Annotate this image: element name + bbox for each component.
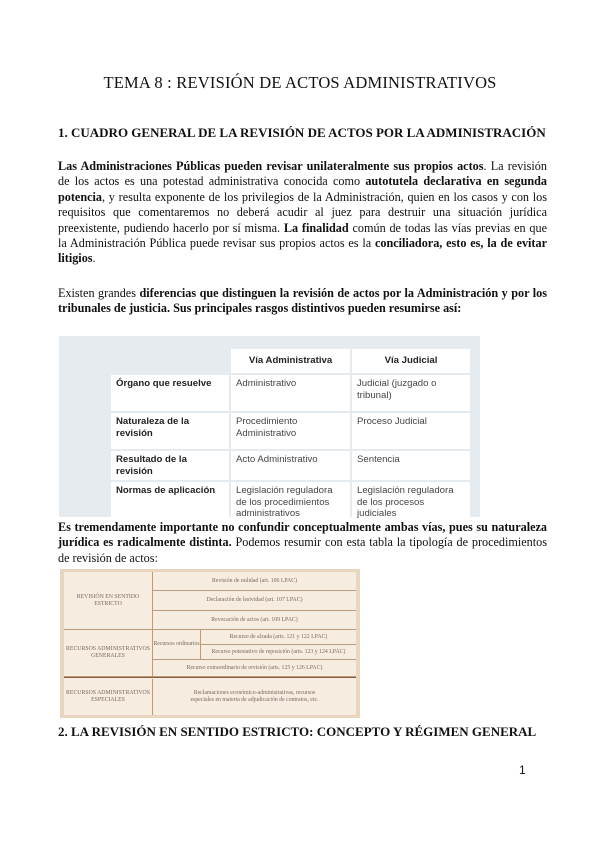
table-corner xyxy=(111,349,229,373)
group-divider xyxy=(64,677,356,678)
comparison-table-figure xyxy=(59,336,480,517)
cell-admin: Procedimiento Administrativo xyxy=(231,413,350,449)
paragraph-important xyxy=(58,520,547,566)
row-label: Normas de aplicación xyxy=(111,482,229,526)
p3-bold-1: Es tremendamente importante no confundir conceptualmente ambas vías, pues su naturaleza jurídica es radicalmente distinta. xyxy=(58,520,547,550)
page-title: TEMA 8 : REVISIÓN DE ACTOS ADMINISTRATIVOS xyxy=(103,73,497,92)
p1-text-3: común de todas las vías previas en que la Administración Pública puede revisar sus propios actos es la xyxy=(58,220,547,251)
p1-bold-1: Las Administraciones Públicas pueden revisar unilateralmente sus propios actos xyxy=(58,159,484,173)
cell-judicial: Legislación reguladora de los procesos judiciales xyxy=(352,482,470,526)
cell-judicial: Judicial (juzgado o tribunal) xyxy=(352,375,470,411)
group-label-strict: REVISIÓN EN SENTIDO ESTRICTO xyxy=(64,572,152,630)
p1-text-2: , y resulta exponente de los privilegios de la Administración, quien en los casos y con los requisitos que comentaremos no deberá acudir al juez para destruir una situación jurídica preexistente, pudiendo hacerlo por sí misma. xyxy=(58,189,547,235)
procedure-item: Recurso extraordinario de revisión (arts. 125 y 126 LPAC) xyxy=(152,660,356,677)
p2-text-1: Existen grandes xyxy=(58,286,140,300)
section-1-heading: 1. CUADRO GENERAL DE LA REVISIÓN DE ACTOS POR LA ADMINISTRACIÓN xyxy=(58,125,546,140)
p3-text-1: Podemos resumir con esta tabla la tipología de procedimientos de revisión de actos: xyxy=(58,535,547,565)
procedure-item: Recurso potestativo de reposición (arts. 123 y 124 LPAC) xyxy=(200,645,356,660)
cell-admin: Legislación reguladora de los procedimientos administrativos xyxy=(231,482,350,526)
p1-text-4: . xyxy=(92,251,96,266)
procedure-item: Declaración de lesividad (art. 107 LPAC) xyxy=(152,591,356,611)
table-row xyxy=(111,413,470,449)
p1-bold-2: autotutela declarativa en segunda potencia xyxy=(58,174,547,204)
procedures-table xyxy=(64,572,356,715)
cell-judicial: Proceso Judicial xyxy=(352,413,470,449)
procedure-item: Recurso de alzada (arts. 121 y 122 LPAC) xyxy=(200,630,356,645)
paragraph-differences xyxy=(58,286,547,317)
procedure-item: Revisión de nulidad (art. 106 LPAC) xyxy=(152,572,356,591)
page-number: 1 xyxy=(519,763,526,777)
paragraph-intro xyxy=(58,159,547,267)
p1-bold-4: conciliadora, esto es, la de evitar litigios xyxy=(58,236,547,266)
row-label: Resultado de la revisión xyxy=(111,451,229,480)
col-header-judicial: Vía Judicial xyxy=(352,349,470,373)
cell-judicial: Sentencia xyxy=(352,451,470,480)
row-label: Naturaleza de la revisión xyxy=(111,413,229,449)
sub-label-ordinary: Recursos ordinarios xyxy=(152,630,200,660)
p1-text-1: . La revisión de los actos es una potestad administrativa conocida como xyxy=(58,159,547,189)
table-row xyxy=(111,451,470,480)
cell-admin: Administrativo xyxy=(231,375,350,411)
table-header-row xyxy=(111,349,470,373)
procedures-table-figure xyxy=(60,569,360,718)
procedure-item: Revocación de actos (art. 109 LPAC) xyxy=(152,611,356,630)
table-row xyxy=(111,375,470,411)
row-label: Órgano que resuelve xyxy=(111,375,229,411)
procedure-item: Reclamaciones económico-administrativas, recursos especiales en materia de adjudicación de contratos, etc. xyxy=(152,679,356,715)
p1-bold-3: La finalidad xyxy=(283,220,349,235)
col-header-admin: Vía Administrativa xyxy=(231,349,350,373)
p2-bold-1: diferencias que distinguen la revisión de actos por la Administración y por los tribunales de justicia. Sus principales rasgos distintivos pueden resumirse así: xyxy=(58,286,547,316)
section-2-heading: 2. LA REVISIÓN EN SENTIDO ESTRICTO: CONCEPTO Y RÉGIMEN GENERAL xyxy=(58,724,537,739)
group-label-general: RECURSOS ADMINISTRATIVOS GENERALES xyxy=(64,630,152,677)
cell-admin: Acto Administrativo xyxy=(231,451,350,480)
group-label-special: RECURSOS ADMINISTRATIVOS ESPECIALES xyxy=(66,690,150,703)
comparison-table xyxy=(109,347,472,528)
